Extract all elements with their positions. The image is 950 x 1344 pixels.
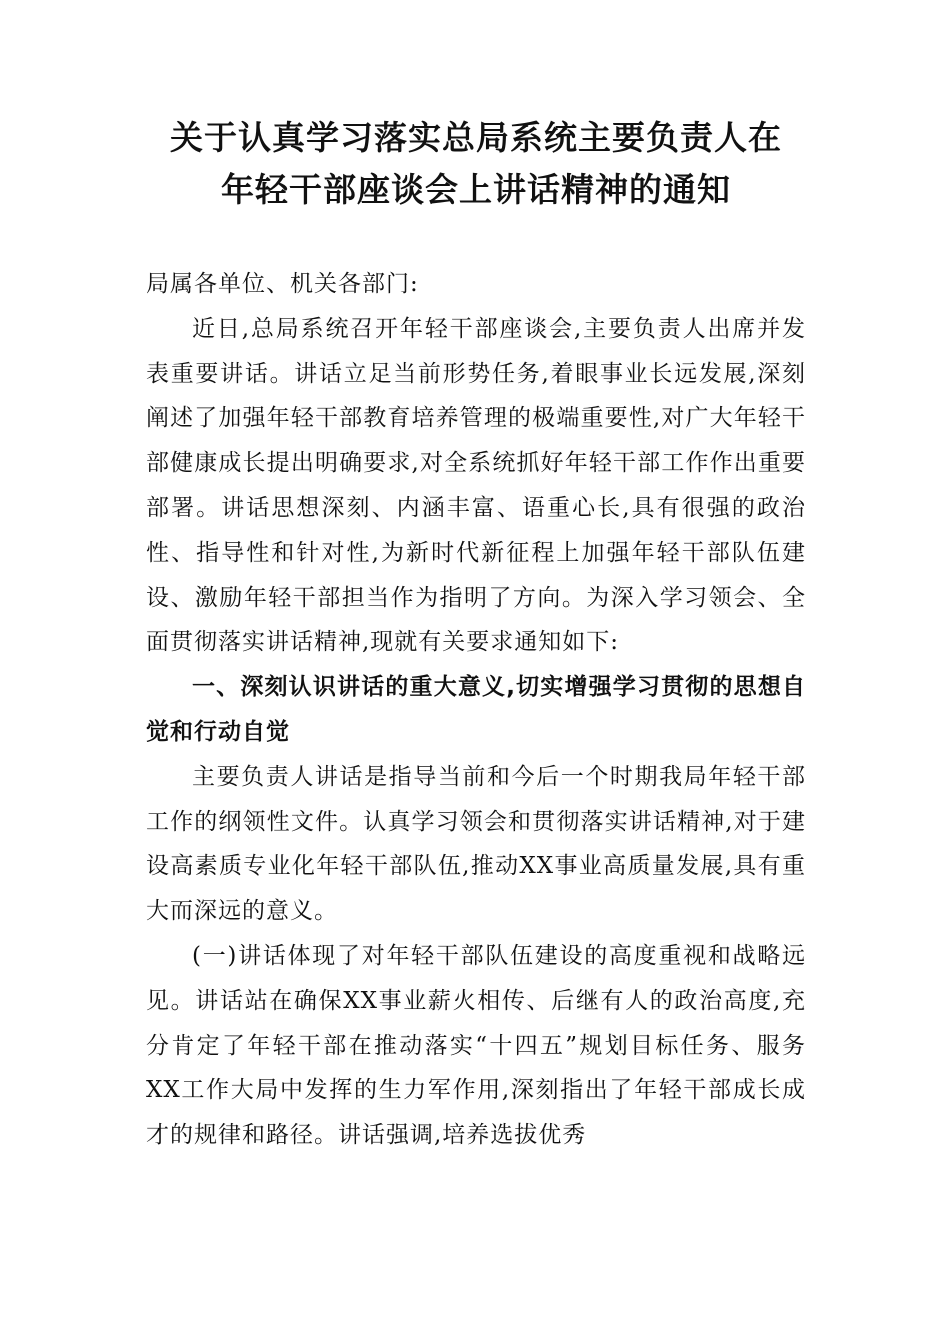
salutation: 局属各单位、机关各部门: — [146, 271, 419, 297]
paragraph-significance: 主要负责人讲话是指导当前和今后一个时期我局年轻干部工作的纲领性文件。认真学习领会和贯彻落实讲话精神,对于建设高素质专业化年轻干部队伍,推动XX事业高质量发展,具有重大而深远的意义。 — [146, 763, 806, 925]
paragraph-intro: 近日,总局系统召开年轻干部座谈会,主要负责人出席并发表重要讲话。讲话立足当前形势任务,着眼事业长远发展,深刻阐述了加强年轻干部教育培养管理的极端重要性,对广大年轻干部健康成长提出明确要求,对全系统抓好年轻干部工作作出重要部署。讲话思想深刻、内涵丰富、语重心长,具有很强的政治性、指导性和针对性,为新时代新征程上加强年轻干部队伍建设、激励年轻干部担当作为指明了方向。为深入学习领会、全面贯彻落实讲话精神,现就有关要求通知如下: — [146, 315, 806, 656]
document-title — [126, 112, 826, 216]
title-line-2: 年轻干部座谈会上讲话精神的通知 — [221, 170, 731, 209]
paragraph-subpoint-1: (一)讲话体现了对年轻干部队伍建设的高度重视和战略远见。讲话站在确保XX事业薪火相传、后继有人的政治高度,充分肯定了年轻干部在推动落实“十四五”规划目标任务、服务XX工作大局中发挥的生力军作用,深刻指出了年轻干部成长成才的规律和路径。讲话强调,培养选拔优秀 — [146, 942, 806, 1149]
section-heading-1: 一、深刻认识讲话的重大意义,切实增强学习贯彻的思想自觉和行动自觉 — [146, 674, 806, 745]
document-page — [146, 112, 806, 1158]
title-line-1: 关于认真学习落实总局系统主要负责人在 — [170, 118, 782, 157]
